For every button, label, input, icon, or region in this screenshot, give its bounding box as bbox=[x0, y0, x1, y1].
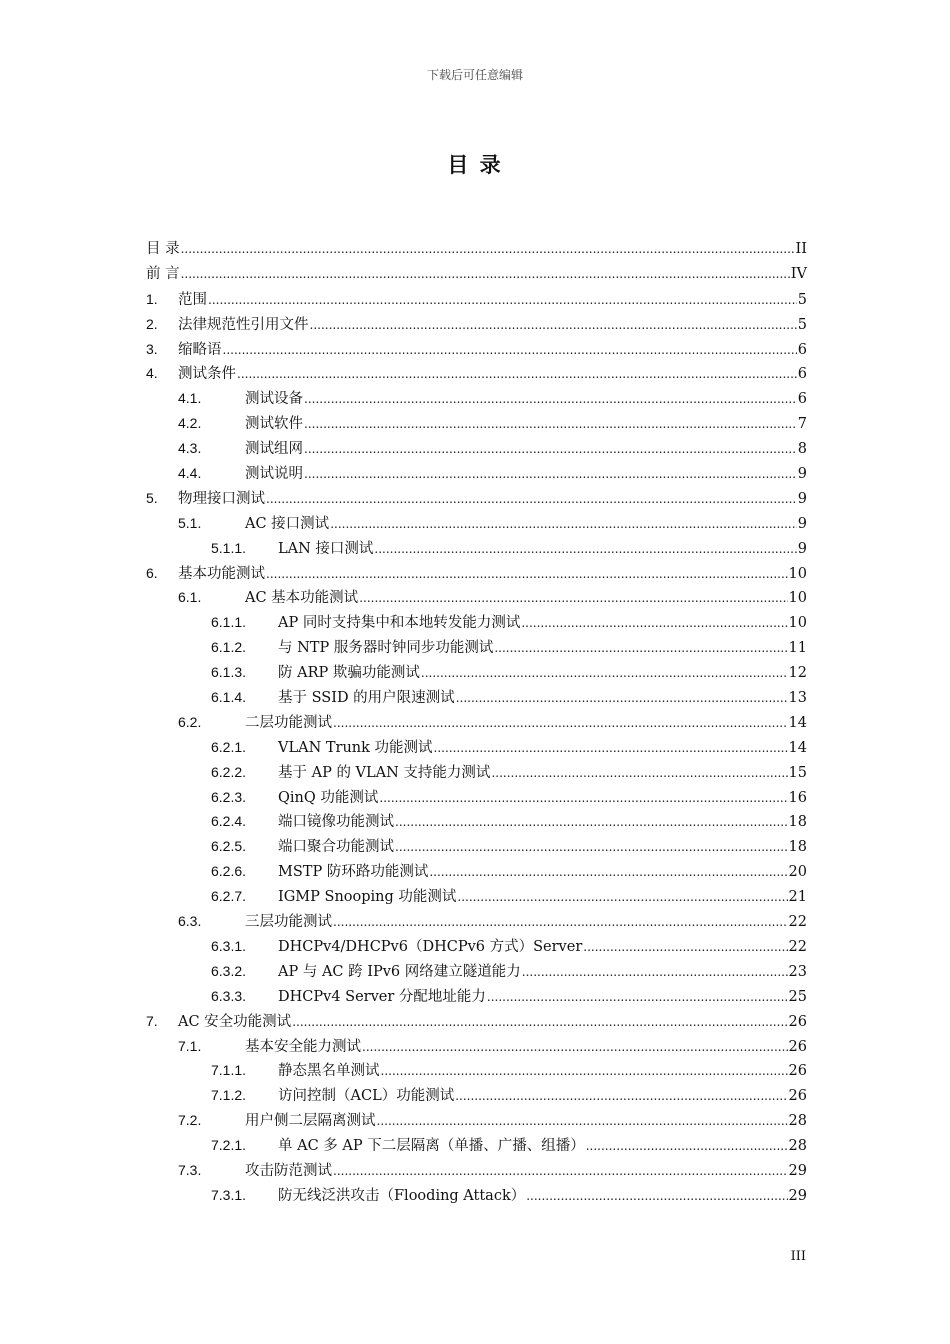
toc-entry-page: 9 bbox=[797, 540, 807, 557]
toc-entry-title: 三层功能测试 bbox=[245, 914, 332, 931]
toc-leader-dots bbox=[330, 512, 797, 537]
toc-entry-number: 7.1.2. bbox=[211, 1087, 247, 1104]
toc-entry-title: AP 与 AC 跨 IPv6 网络建立隧道能力 bbox=[278, 963, 521, 980]
toc-entry-number: 6.2.6. bbox=[211, 863, 247, 880]
toc-entry-number: 6.1.1. bbox=[211, 614, 247, 631]
toc-leader-dots bbox=[381, 1059, 788, 1084]
toc-leader-dots bbox=[223, 338, 797, 363]
toc-entry[interactable] bbox=[146, 959, 807, 984]
toc-leader-dots bbox=[491, 761, 787, 786]
toc-entry[interactable] bbox=[146, 461, 807, 486]
toc-leader-dots bbox=[310, 313, 797, 338]
toc-entry[interactable] bbox=[146, 859, 807, 884]
toc-entry-title: 基本功能测试 bbox=[178, 565, 265, 582]
toc-entry[interactable] bbox=[146, 909, 807, 934]
toc-entry-page: 10 bbox=[788, 615, 807, 632]
toc-entry-page: 18 bbox=[788, 839, 807, 856]
toc-entry-number: 5. bbox=[146, 489, 158, 506]
toc-entry-title: 单 AC 多 AP 下二层隔离（单播、广播、组播） bbox=[278, 1138, 585, 1155]
toc-entry-page: IV bbox=[790, 265, 807, 282]
toc-entry-title: 攻击防范测试 bbox=[245, 1162, 332, 1179]
toc-entry-number: 7.1. bbox=[178, 1037, 202, 1054]
toc-entry-title: 防 ARP 欺骗功能测试 bbox=[278, 665, 420, 682]
toc-entry-title: 与 NTP 服务器时钟同步功能测试 bbox=[278, 640, 494, 657]
toc-leader-dots bbox=[374, 537, 796, 562]
toc-entry-page: 22 bbox=[788, 938, 807, 955]
toc-entry-page: 9 bbox=[797, 466, 807, 483]
toc-entry-page: 5 bbox=[797, 316, 807, 333]
toc-entry-title: 前 言 bbox=[146, 265, 180, 282]
toc-entry-title: QinQ 功能测试 bbox=[278, 789, 379, 806]
toc-entry[interactable] bbox=[146, 436, 807, 461]
toc-entry-page: 14 bbox=[788, 739, 807, 756]
toc-entry-page: 9 bbox=[797, 490, 807, 507]
toc-entry-number: 1. bbox=[146, 290, 158, 307]
toc-entry[interactable] bbox=[146, 1058, 807, 1083]
toc-entry[interactable] bbox=[146, 1009, 807, 1034]
toc-entry-title: 物理接口测试 bbox=[178, 490, 265, 507]
toc-leader-dots bbox=[304, 387, 797, 412]
toc-entry-page: 25 bbox=[788, 988, 807, 1005]
toc-entry-page: 29 bbox=[788, 1162, 807, 1179]
toc-entry-page: 23 bbox=[788, 963, 807, 980]
toc-entry-title: AC 接口测试 bbox=[245, 515, 330, 532]
toc-leader-dots bbox=[455, 1084, 787, 1109]
toc-entry[interactable] bbox=[146, 536, 807, 561]
toc-entry[interactable] bbox=[146, 660, 807, 685]
toc-entry-title: 基本安全能力测试 bbox=[245, 1038, 361, 1055]
toc-leader-dots bbox=[333, 711, 788, 736]
toc-entry-page: 7 bbox=[797, 416, 807, 433]
toc-entry-title: 基于 SSID 的用户限速测试 bbox=[278, 690, 455, 707]
toc-entry-number: 6.1. bbox=[178, 589, 202, 606]
toc-leader-dots bbox=[487, 985, 788, 1010]
toc-entry[interactable] bbox=[146, 1158, 807, 1183]
toc-leader-dots bbox=[292, 1010, 787, 1035]
toc-entry-title: 二层功能测试 bbox=[245, 714, 332, 731]
toc-entry-page: II bbox=[795, 241, 807, 257]
toc-entry-page: 12 bbox=[788, 665, 807, 682]
toc-entry-title: 目 录 bbox=[146, 241, 180, 257]
toc-entry[interactable] bbox=[146, 785, 807, 810]
toc-leader-dots bbox=[181, 237, 795, 262]
toc-entry-page: 26 bbox=[788, 1088, 807, 1105]
toc-entry-title: DHCPv4/DHCPv6（DHCPv6 方式）Server bbox=[278, 938, 583, 955]
toc-entry-page: 26 bbox=[788, 1063, 807, 1080]
toc-entry-number: 2. bbox=[146, 315, 158, 332]
toc-entry-number: 6.2.2. bbox=[211, 763, 247, 780]
page-number: III bbox=[790, 1249, 806, 1264]
toc-entry-title: 测试说明 bbox=[245, 466, 303, 483]
toc-leader-dots bbox=[304, 412, 797, 437]
toc-entry-number: 6.2.5. bbox=[211, 838, 247, 855]
toc-entry-title: LAN 接口测试 bbox=[278, 540, 374, 557]
toc-entry-number: 4. bbox=[146, 365, 158, 382]
toc-entry[interactable] bbox=[146, 585, 807, 610]
toc-entry-page: 28 bbox=[788, 1138, 807, 1155]
toc-entry-title: 端口镜像功能测试 bbox=[278, 814, 394, 831]
toc-leader-dots bbox=[379, 786, 787, 811]
toc-leader-dots bbox=[237, 362, 797, 387]
toc-entry-title: 静态黑名单测试 bbox=[278, 1063, 380, 1080]
table-of-contents bbox=[146, 237, 807, 1208]
toc-leader-dots bbox=[333, 1159, 788, 1184]
toc-entry-title: 用户侧二层隔离测试 bbox=[245, 1113, 376, 1130]
toc-entry[interactable] bbox=[146, 1083, 807, 1108]
toc-leader-dots bbox=[181, 262, 790, 287]
toc-entry-title: 测试设备 bbox=[245, 391, 303, 408]
toc-entry-title: 缩略语 bbox=[178, 341, 222, 358]
toc-entry-title: 测试组网 bbox=[245, 441, 303, 458]
toc-entry-number: 6.2.4. bbox=[211, 813, 247, 830]
toc-leader-dots bbox=[583, 935, 787, 960]
toc-leader-dots bbox=[266, 487, 797, 512]
toc-entry[interactable] bbox=[146, 511, 807, 536]
toc-entry[interactable] bbox=[146, 884, 807, 909]
toc-entry-number: 3. bbox=[146, 340, 158, 357]
toc-leader-dots bbox=[586, 1134, 788, 1159]
toc-entry-number: 6.2.1. bbox=[211, 738, 247, 755]
toc-entry[interactable] bbox=[146, 635, 807, 660]
toc-entry[interactable] bbox=[146, 834, 807, 859]
toc-entry[interactable] bbox=[146, 287, 807, 312]
toc-entry-title: 防无线泛洪攻击（Flooding Attack） bbox=[278, 1187, 526, 1204]
toc-entry-number: 6.2.3. bbox=[211, 788, 247, 805]
toc-leader-dots bbox=[395, 835, 788, 860]
toc-entry-page: 18 bbox=[788, 814, 807, 831]
toc-leader-dots bbox=[456, 686, 788, 711]
toc-entry-number: 6.1.2. bbox=[211, 639, 247, 656]
toc-entry-page: 10 bbox=[788, 590, 807, 607]
toc-entry-title: 测试软件 bbox=[245, 416, 303, 433]
toc-leader-dots bbox=[362, 1035, 788, 1060]
toc-entry[interactable] bbox=[146, 610, 807, 635]
toc-entry-title: DHCPv4 Server 分配地址能力 bbox=[278, 988, 486, 1005]
toc-entry-number: 6.2. bbox=[178, 713, 202, 730]
toc-entry-number: 4.2. bbox=[178, 415, 202, 432]
toc-entry-number: 7.2. bbox=[178, 1112, 202, 1129]
toc-entry[interactable] bbox=[146, 710, 807, 735]
toc-entry-title: MSTP 防环路功能测试 bbox=[278, 864, 429, 881]
toc-entry-title: AC 基本功能测试 bbox=[245, 590, 359, 607]
toc-entry-number: 6.1.3. bbox=[211, 664, 247, 681]
toc-entry-title: VLAN Trunk 功能测试 bbox=[278, 739, 433, 756]
toc-entry-number: 4.3. bbox=[178, 440, 202, 457]
toc-leader-dots bbox=[395, 810, 788, 835]
toc-leader-dots bbox=[522, 960, 788, 985]
toc-entry[interactable] bbox=[146, 361, 807, 386]
toc-entry-number: 7.2.1. bbox=[211, 1137, 247, 1154]
toc-entry-title: 访问控制（ACL）功能测试 bbox=[278, 1088, 455, 1105]
toc-entry-page: 6 bbox=[797, 341, 807, 358]
toc-entry-page: 20 bbox=[788, 864, 807, 881]
toc-entry-title: 测试条件 bbox=[178, 366, 236, 383]
toc-entry-page: 16 bbox=[788, 789, 807, 806]
toc-entry-title: AC 安全功能测试 bbox=[178, 1013, 292, 1030]
toc-entry-title: AP 同时支持集中和本地转发能力测试 bbox=[278, 615, 521, 632]
toc-entry[interactable] bbox=[146, 809, 807, 834]
toc-entry[interactable] bbox=[146, 1183, 807, 1208]
toc-leader-dots bbox=[421, 661, 788, 686]
toc-entry[interactable] bbox=[146, 685, 807, 710]
toc-entry-number: 6.3.3. bbox=[211, 987, 247, 1004]
toc-entry-page: 26 bbox=[788, 1013, 807, 1030]
toc-entry-page: 15 bbox=[788, 764, 807, 781]
toc-entry-number: 7.1.1. bbox=[211, 1062, 247, 1079]
toc-entry-page: 13 bbox=[788, 690, 807, 707]
toc-entry-number: 6. bbox=[146, 564, 158, 581]
toc-entry[interactable] bbox=[146, 1108, 807, 1133]
toc-leader-dots bbox=[333, 910, 788, 935]
toc-entry-number: 6.2.7. bbox=[211, 888, 247, 905]
toc-entry-number: 7.3. bbox=[178, 1161, 202, 1178]
toc-leader-dots bbox=[521, 611, 787, 636]
toc-entry[interactable] bbox=[146, 386, 807, 411]
toc-entry[interactable] bbox=[146, 312, 807, 337]
toc-entry-number: 5.1. bbox=[178, 514, 202, 531]
toc-entry[interactable] bbox=[146, 760, 807, 785]
toc-entry[interactable] bbox=[146, 411, 807, 436]
toc-entry[interactable] bbox=[146, 486, 807, 511]
toc-entry-number: 6.3.1. bbox=[211, 937, 247, 954]
page-header: 下载后可任意编辑 bbox=[426, 68, 523, 82]
toc-entry-title: 范围 bbox=[178, 291, 207, 308]
toc-entry-page: 9 bbox=[797, 515, 807, 532]
toc-entry[interactable] bbox=[146, 934, 807, 959]
toc-leader-dots bbox=[304, 462, 797, 487]
toc-entry[interactable] bbox=[146, 984, 807, 1009]
toc-entry-page: 21 bbox=[788, 889, 807, 906]
toc-entry-title: 法律规范性引用文件 bbox=[178, 316, 309, 333]
toc-entry-page: 14 bbox=[788, 714, 807, 731]
toc-entry-number: 7.3.1. bbox=[211, 1186, 247, 1203]
page-title: 目 录 bbox=[447, 152, 503, 177]
toc-entry-number: 4.4. bbox=[178, 465, 202, 482]
toc-entry[interactable] bbox=[146, 337, 807, 362]
toc-entry-title: 基于 AP 的 VLAN 支持能力测试 bbox=[278, 764, 491, 781]
toc-leader-dots bbox=[304, 437, 797, 462]
toc-entry-page: 8 bbox=[797, 441, 807, 458]
toc-entry-page: 22 bbox=[788, 914, 807, 931]
toc-entry-page: 5 bbox=[797, 291, 807, 308]
toc-entry[interactable] bbox=[146, 237, 807, 262]
toc-entry-page: 6 bbox=[797, 366, 807, 383]
toc-entry[interactable] bbox=[146, 262, 807, 287]
toc-entry-number: 4.1. bbox=[178, 390, 202, 407]
toc-entry-number: 6.3.2. bbox=[211, 962, 247, 979]
toc-entry-page: 26 bbox=[788, 1038, 807, 1055]
toc-leader-dots bbox=[494, 636, 787, 661]
toc-entry-number: 5.1.1. bbox=[211, 539, 247, 556]
toc-entry-page: 29 bbox=[788, 1187, 807, 1204]
toc-entry[interactable] bbox=[146, 561, 807, 586]
toc-entry-page: 10 bbox=[788, 565, 807, 582]
toc-entry[interactable] bbox=[146, 1034, 807, 1059]
toc-leader-dots bbox=[526, 1184, 787, 1209]
toc-leader-dots bbox=[434, 736, 788, 761]
toc-entry-page: 11 bbox=[788, 640, 807, 657]
toc-leader-dots bbox=[457, 885, 787, 910]
toc-leader-dots bbox=[377, 1109, 788, 1134]
toc-entry-page: 6 bbox=[797, 391, 807, 408]
toc-leader-dots bbox=[429, 860, 787, 885]
toc-leader-dots bbox=[208, 288, 797, 313]
toc-leader-dots bbox=[359, 586, 787, 611]
toc-entry-title: IGMP Snooping 功能测试 bbox=[278, 889, 457, 906]
toc-entry-title: 端口聚合功能测试 bbox=[278, 839, 394, 856]
toc-entry-number: 6.3. bbox=[178, 913, 202, 930]
toc-entry[interactable] bbox=[146, 1133, 807, 1158]
toc-entry-number: 7. bbox=[146, 1012, 158, 1029]
toc-leader-dots bbox=[266, 562, 788, 587]
toc-entry[interactable] bbox=[146, 735, 807, 760]
toc-entry-page: 28 bbox=[788, 1113, 807, 1130]
toc-entry-number: 6.1.4. bbox=[211, 689, 247, 706]
